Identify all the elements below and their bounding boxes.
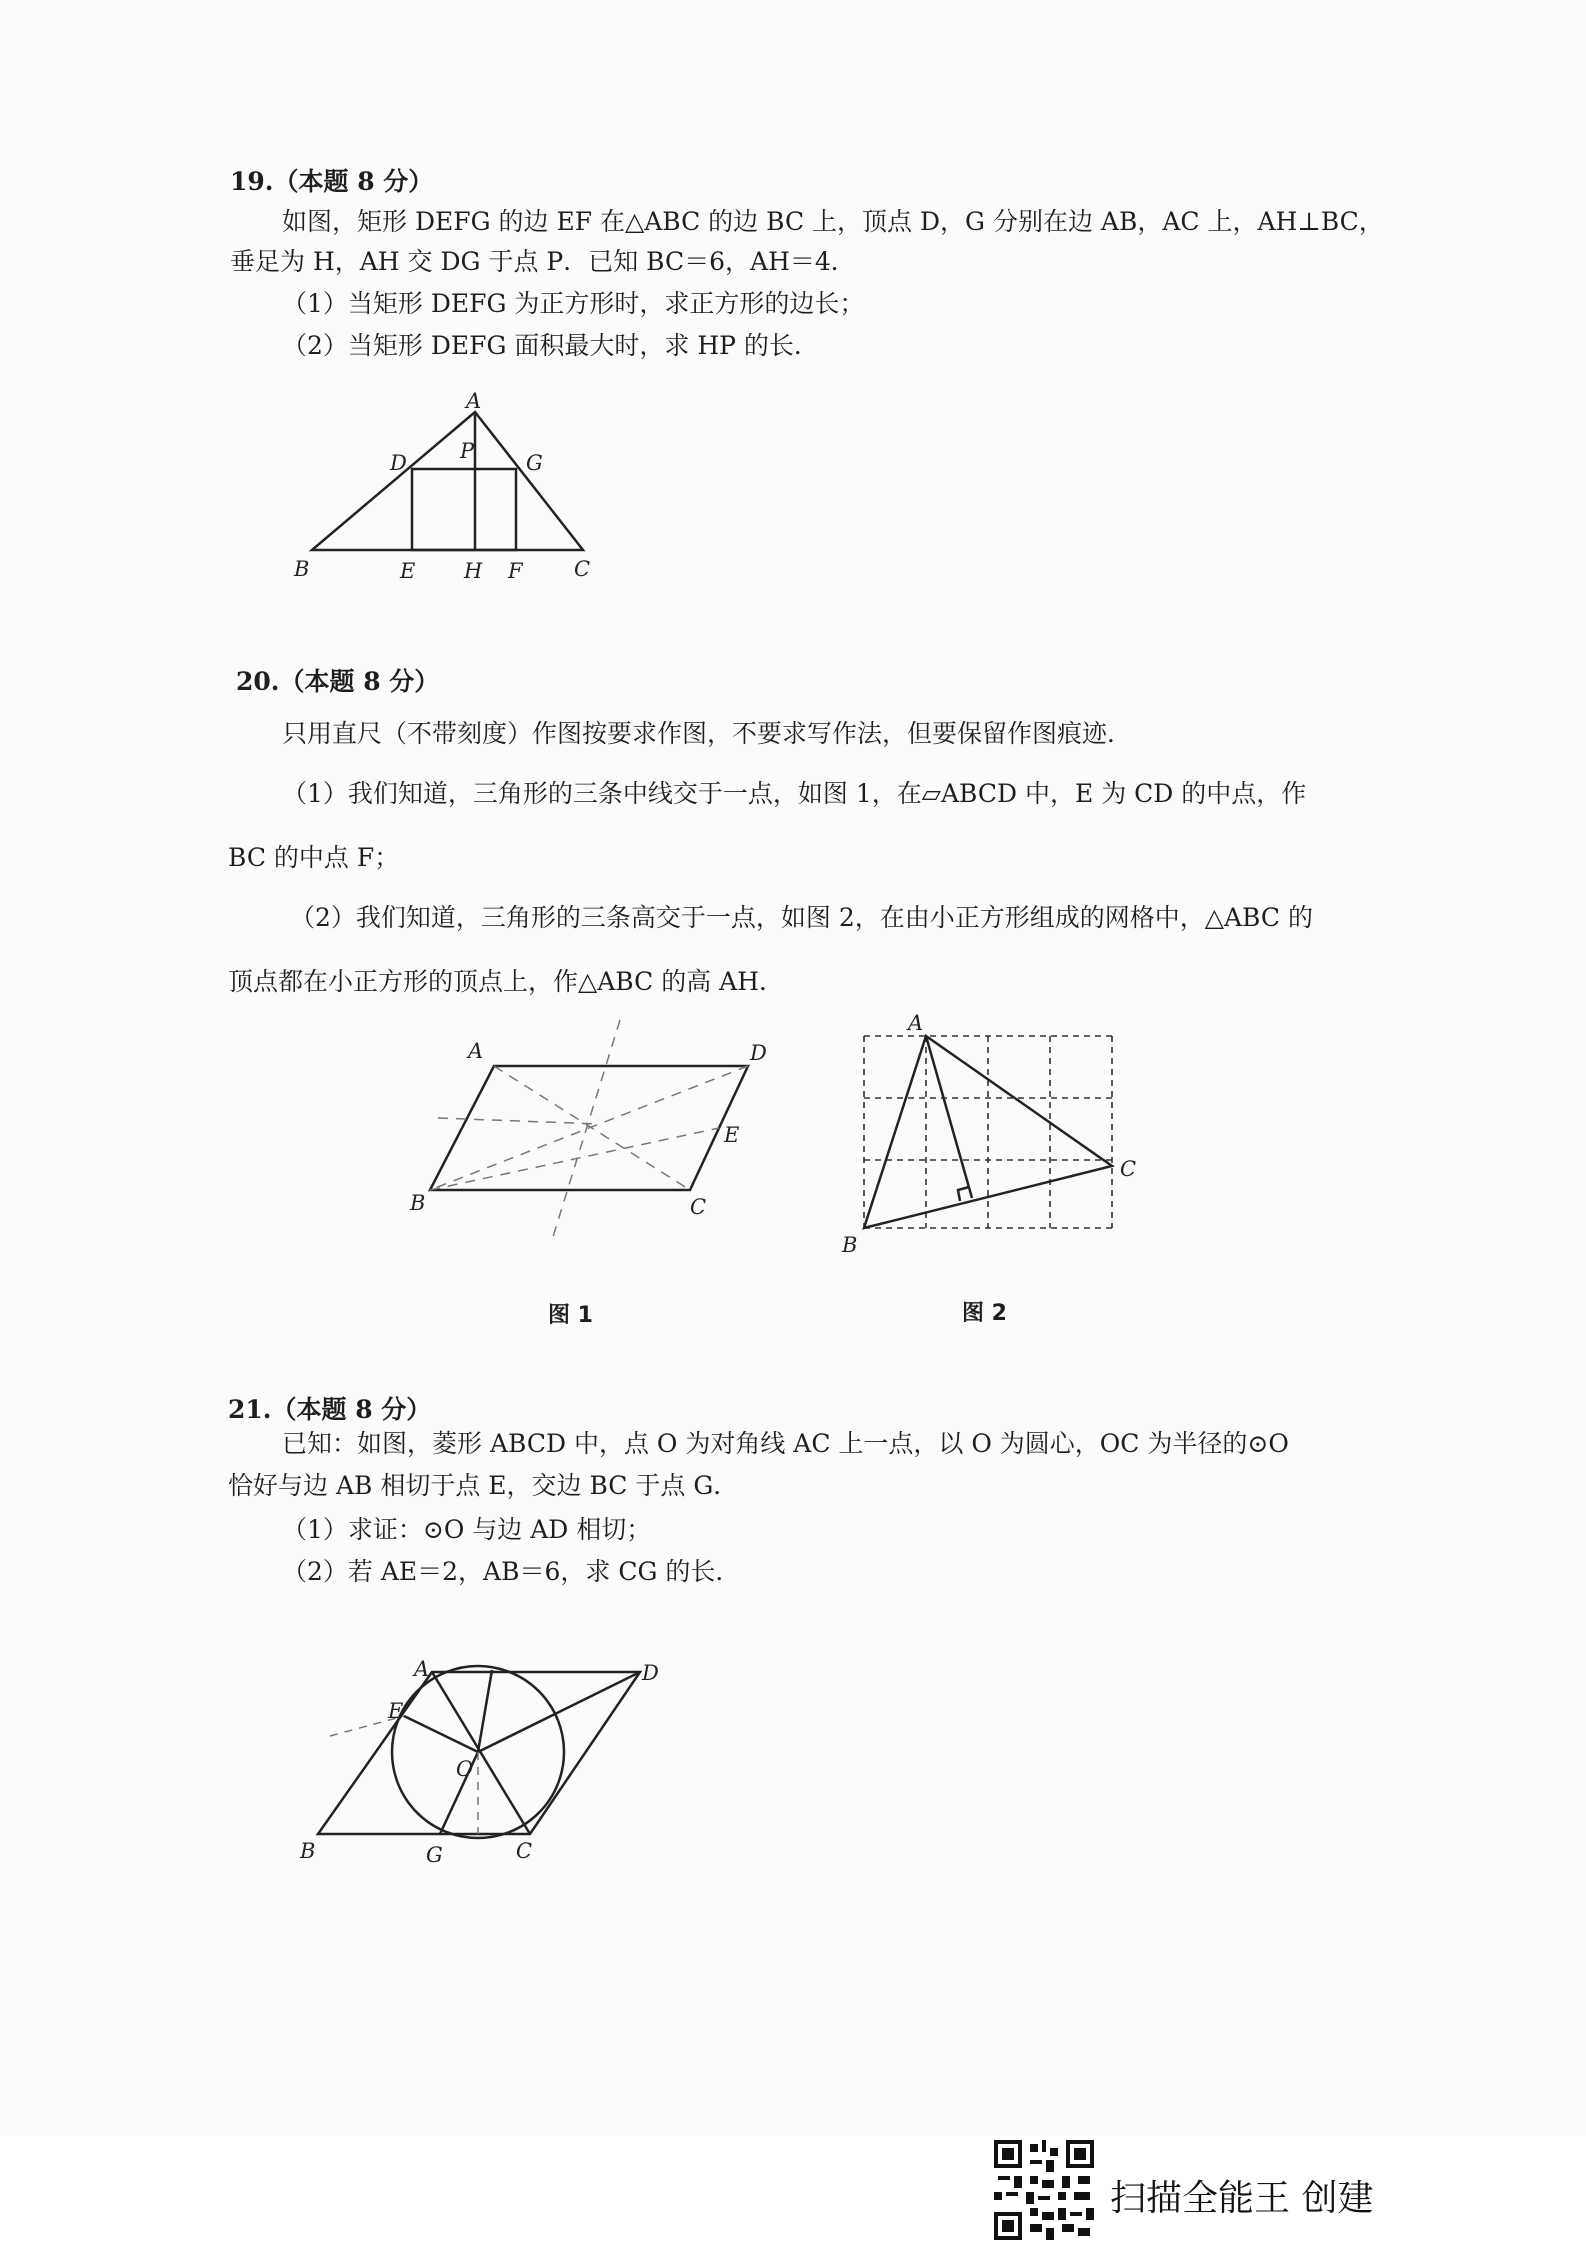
fig21-label-g: G	[426, 1843, 443, 1867]
q21-heading: 21.（本题 8 分）	[228, 1395, 432, 1424]
label-d: D	[390, 451, 407, 475]
q21-part2: （2）若 AE＝2，AB＝6，求 CG 的长．	[282, 1557, 741, 1586]
fig21-label-a: A	[414, 1657, 430, 1681]
label-c: C	[574, 557, 591, 581]
fig21-label-d: D	[642, 1661, 659, 1685]
fig1-label-a: A	[468, 1039, 484, 1063]
fig1-label-e: E	[724, 1123, 740, 1147]
fig21-label-b: B	[300, 1839, 316, 1863]
scanner-text: 扫描全能王 创建	[1110, 2178, 1374, 2219]
q19-part1: （1）当矩形 DEFG 为正方形时，求正方形的边长；	[282, 289, 865, 318]
fig2-label-a: A	[908, 1011, 924, 1035]
fig2-label-b: B	[842, 1233, 858, 1257]
label-p: P	[460, 439, 475, 463]
q21-text-line1: 已知：如图，菱形 ABCD 中，点 O 为对角线 AC 上一点，以 O 为圆心，OC 为半径的⊙O	[282, 1429, 1289, 1458]
q20-part2-line1: （2）我们知道，三角形的三条高交于一点，如图 2，在由小正方形组成的网格中，△ABC 的	[290, 903, 1313, 932]
q19-heading: 19.（本题 8 分）	[230, 167, 434, 196]
fig21-label-c: C	[516, 1839, 533, 1863]
q19-part2: （2）当矩形 DEFG 面积最大时，求 HP 的长．	[282, 331, 819, 360]
q20-text-line1: 只用直尺（不带刻度）作图按要求作图，不要求写作法，但要保留作图痕迹．	[282, 719, 1133, 748]
fig2-label-c: C	[1120, 1157, 1137, 1181]
label-f: F	[508, 559, 523, 583]
q19-text-line2: 垂足为 H，AH 交 DG 于点 P．已知 BC＝6，AH＝4．	[230, 247, 856, 276]
fig21-label-o: O	[456, 1757, 474, 1781]
label-a: A	[466, 389, 482, 413]
q21-text-line2: 恰好与边 AB 相切于点 E，交边 BC 于点 G．	[228, 1471, 739, 1500]
figure1-caption: 图 1	[548, 1303, 593, 1328]
label-e: E	[400, 559, 416, 583]
fig21-label-e: E	[388, 1699, 404, 1723]
q20-part2-line2: 顶点都在小正方形的顶点上，作△ABC 的高 AH．	[228, 967, 784, 996]
qr-code-icon	[994, 2140, 1094, 2240]
label-h: H	[464, 559, 483, 583]
label-b: B	[294, 557, 310, 581]
diagonal-ac	[432, 1672, 530, 1834]
fig1-label-d: D	[750, 1041, 767, 1065]
q20-part1-line1: （1）我们知道，三角形的三条中线交于一点，如图 1，在▱ABCD 中，E 为 CD 的中点，作	[282, 779, 1307, 808]
q20-part1-line2: BC 的中点 F；	[228, 843, 400, 872]
figure2-caption: 图 2	[962, 1301, 1007, 1326]
fig1-label-c: C	[690, 1195, 707, 1219]
fig1-label-b: B	[410, 1191, 426, 1215]
q21-part1: （1）求证：⊙O 与边 AD 相切；	[282, 1515, 652, 1544]
q19-text-line1: 如图，矩形 DEFG 的边 EF 在△ABC 的边 BC 上，顶点 D，G 分别在边 AB，AC 上，AH⊥BC，	[282, 207, 1384, 236]
q20-heading: 20.（本题 8 分）	[236, 667, 440, 696]
label-g: G	[526, 451, 543, 475]
